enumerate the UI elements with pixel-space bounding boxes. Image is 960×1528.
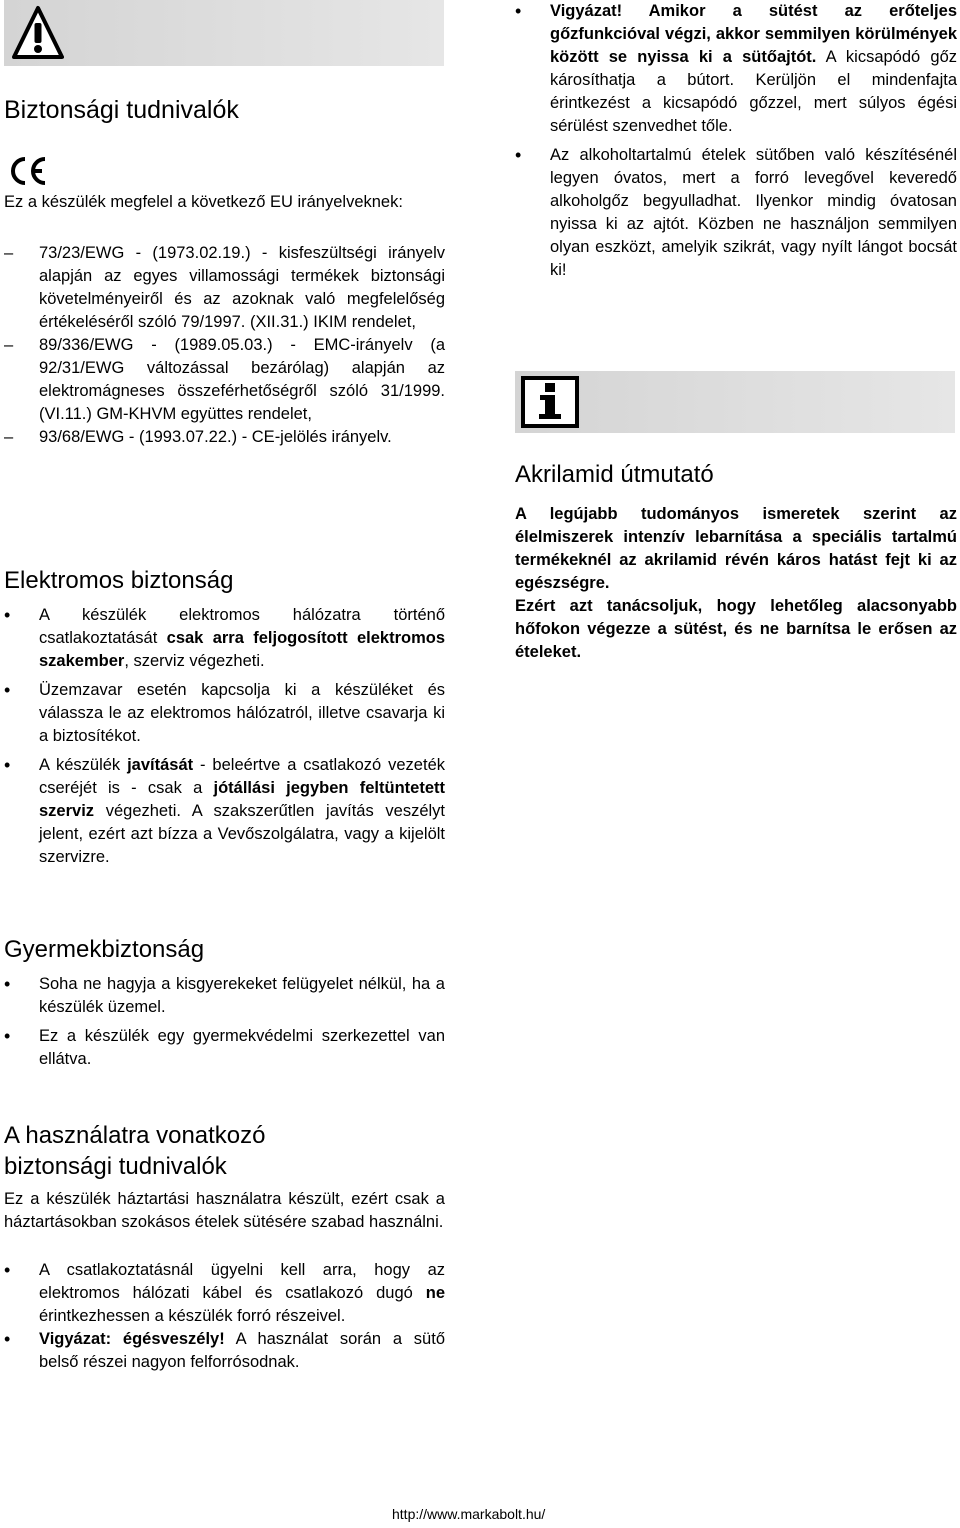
list-item: – 93/68/EWG - (1993.07.22.) - CE-jelölés irányelv. [4, 426, 445, 449]
info-banner [515, 371, 955, 433]
list-item: • Ez a készülék egy gyermekvédelmi szerkezettel van ellátva. [4, 1025, 445, 1071]
list-item: • A csatlakoztatásnál ügyelni kell arra, hogy az elektromos hálózati kábel és csatlakozó dugó ne érintkezhessen a készülék forró részeivel. [4, 1259, 445, 1328]
ce-intro: Ez a készülék megfelel a következő EU irányelveknek: [4, 193, 403, 211]
list-item: – 73/23/EWG - (1973.02.19.) - kisfeszültségi irányelv alapján az egyes villamossági termékek biztonsági követelményeiről és az azoknak való megfelelőség értékeléséről szóló 79/1997. (XII.31.) IKIM rendelet, [4, 242, 445, 334]
footer-url: http://www.markabolt.hu/ [392, 1506, 546, 1522]
acrylamide-text: A legújabb tudományos ismeretek szerint az élelmiszerek intenzív lebarnítása a speciális tartalmú termékeknél az akrilamid révén káros hatást fejt ki az egészségre. Ezért azt tanácsoljuk, hogy lehetőleg alacsonyabb hőfokon végezze a sütést, és ne barnítsa le erősen az ételeket. [515, 505, 957, 661]
acrylamide-title: Akrilamid útmutató [515, 461, 714, 488]
info-icon [521, 376, 579, 428]
usage-intro: Ez a készülék háztartási használatra készült, ezért csak a háztartásokban szokásos ételek sütésére szabad használni. [4, 1190, 445, 1231]
list-item: • Vigyázat! Amikor a sütést az erőteljes gőzfunkcióval végzi, akkor semmilyen körülmények között se nyissa ki a sütőajtót. A kicsapódó gőz károsíthatja a bútort. Kerüljön el mindenfajta érintkezést a kicsapódó gőzzel, mert súlyos égési sérülést szenvedhet tőle. [515, 0, 957, 138]
warning-banner [4, 0, 444, 66]
list-item: • Az alkoholtartalmú ételek sütőben való készítésénél legyen óvatos, mert a forró levegővel keveredő alkoholgőz begyulladhat. Ilyenkor mindig óvatosan nyissa ki az ajtót. Közben ne használjon semmilyen olyan eszközt, amelyik szikrát, vagy nyílt lángot bocsát ki! [515, 144, 957, 282]
list-item: • A készülék javítását - beleértve a csatlakozó vezeték cseréjét is - csak a jótállási jegyben feltüntetett szerviz végezheti. A szakszerűtlen javítás veszélyt jelent, ezért azt bízza a Vevőszolgálatra, vagy a kijelölt szervizre. [4, 754, 445, 869]
list-item: • Soha ne hagyja a kisgyerekeket felügyelet nélkül, ha a készülék üzemel. [4, 973, 445, 1019]
ce-mark-icon [8, 155, 48, 191]
child-safety-list [4, 973, 445, 1071]
safety-title: Biztonsági tudnivalók [4, 96, 239, 124]
usage-safety-title: A használatra vonatkozó biztonsági tudnivalók [4, 1122, 266, 1180]
list-item: – 89/336/EWG - (1989.05.03.) - EMC-irányelv (a 92/31/EWG változással bezárólag) alapján az elektromágneses összeférhetőségről szóló 31/1999. (VI.11.) GM-KHVM együttes rendelet, [4, 334, 445, 426]
electrical-list [4, 604, 445, 869]
list-item: • Üzemzavar esetén kapcsolja ki a készüléket és válassza le az elektromos hálózatról, illetve csavarja ki a biztosítékot. [4, 679, 445, 748]
oven-warning-list [515, 0, 957, 282]
electrical-safety-title: Elektromos biztonság [4, 567, 234, 594]
child-safety-title: Gyermekbiztonság [4, 936, 205, 963]
warning-icon [12, 5, 64, 61]
directive-list [4, 242, 445, 449]
usage-list [4, 1259, 445, 1374]
list-item: • A készülék elektromos hálózatra történő csatlakoztatását csak arra feljogosított elektromos szakember, szerviz végezheti. [4, 604, 445, 673]
list-item: • Vigyázat: égésveszély! A használat során a sütő belső részei nagyon felforrósodnak. [4, 1328, 445, 1374]
